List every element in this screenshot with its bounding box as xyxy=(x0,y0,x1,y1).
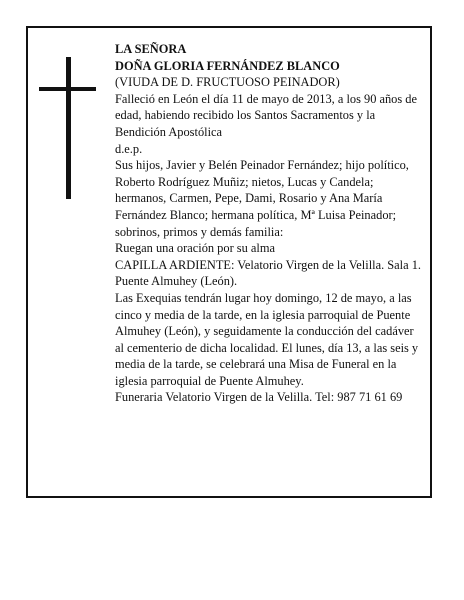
rip-abbreviation: d.e.p. xyxy=(115,141,143,156)
cross-horizontal-bar xyxy=(39,87,96,91)
funeral-info: Las Exequias tendrán lugar hoy domingo, 12 de mayo, a las cinco y media de la tarde, en la iglesia parroquial de Puente Almuhey (León), y seguidamente la conducción del cadáver al cementerio de dicha localidad. El lunes, día 13, a las seis y media de la tarde, se celebrará una Misa de Funeral en la iglesia parroquial de Puente Almuhey. xyxy=(115,290,419,388)
death-statement: Falleció en León el día 11 de mayo de 2013, a los 90 años de edad, habiendo recibido los Santos Sacramentos y la Bendición Apostólica xyxy=(115,91,417,139)
prayer-request: Ruegan una oración por su alma xyxy=(115,241,275,256)
cross-vertical-bar xyxy=(66,57,71,199)
chapel-info: CAPILLA ARDIENTE: Velatorio Virgen de la Velilla. Sala 1. Puente Almuhey (León). xyxy=(115,257,421,289)
notice-text xyxy=(115,41,425,406)
deceased-name: DOÑA GLORIA FERNÁNDEZ BLANCO xyxy=(115,58,340,73)
widow-of: (VIUDA DE D. FRUCTUOSO PEINADOR) xyxy=(115,75,340,90)
funeral-home-info: Funeraria Velatorio Virgen de la Velilla. Tel: 987 71 61 69 xyxy=(115,390,403,405)
notice-heading: LA SEÑORA xyxy=(115,42,187,56)
obituary-notice xyxy=(26,26,432,498)
family-list: Sus hijos, Javier y Belén Peinador Fernández; hijo político, Roberto Rodríguez Muñiz; nietos, Lucas y Candela; hermanos, Carmen, Pepe, Dami, Rosario y Ana María Fernández Blanco; hermana política, Mª Luisa Peinador; sobrinos, primos y demás familia: xyxy=(115,158,409,239)
